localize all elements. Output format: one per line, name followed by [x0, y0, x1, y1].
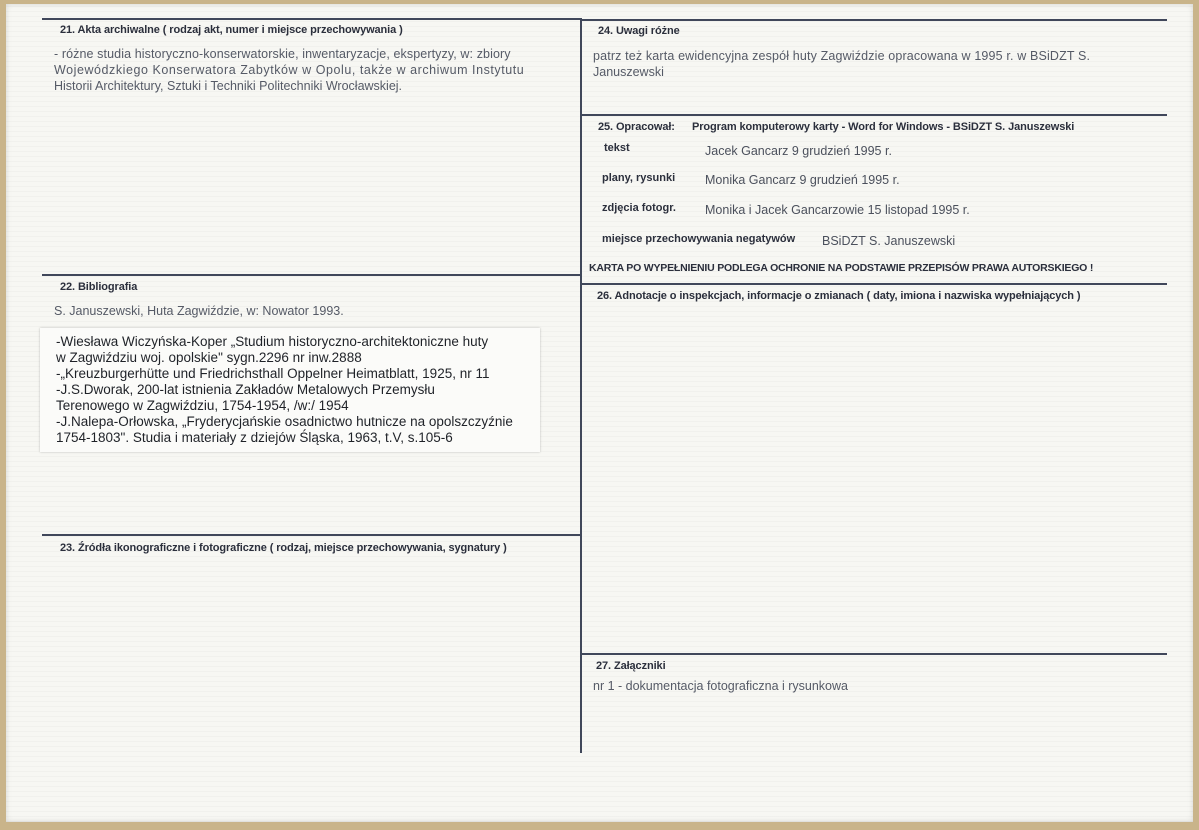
rule-26-27	[582, 653, 1167, 655]
s21-header: 21. Akta archiwalne ( rodzaj akt, numer i miejsce przechowywania )	[60, 24, 403, 36]
top-rule-left	[42, 18, 582, 20]
s25-value-negatives: BSiDZT S. Januszewski	[822, 234, 956, 248]
s25-label-photos: zdjęcia fotogr.	[602, 202, 676, 214]
rule-21-22	[42, 274, 582, 276]
bib-line-5: Terenowego w Zagwiździu, 1754-1954, /w:/ 1954	[56, 398, 349, 413]
s24-header: 24. Uwagi różne	[598, 25, 680, 37]
s22-first-entry: S. Januszewski, Huta Zagwiździe, w: Nowator 1993.	[54, 304, 344, 318]
s25-program: Program komputerowy karty - Word for Windows - BSiDZT S. Januszewski	[692, 121, 1075, 133]
bib-line-7: 1754-1803". Studia i materiały z dziejów Śląska, 1963, t.V, s.105-6	[56, 430, 453, 445]
s27-text: nr 1 - dokumentacja fotograficzna i rysunkowa	[593, 679, 848, 693]
s25-label-text: tekst	[604, 142, 630, 154]
s24-line-2: Januszewski	[593, 65, 664, 79]
s25-value-plans: Monika Gancarz 9 grudzień 1995 r.	[705, 173, 900, 187]
s27-header: 27. Załączniki	[596, 660, 666, 672]
center-divider	[580, 18, 582, 753]
s22-header: 22. Bibliografia	[60, 281, 138, 293]
rule-24-25	[582, 114, 1167, 116]
bib-line-1: -Wiesława Wiczyńska-Koper „Studium historyczno-architektoniczne huty	[56, 334, 489, 349]
bib-line-2: w Zagwiździu woj. opolskie" sygn.2296 nr inw.2888	[56, 350, 362, 365]
bib-line-3: -„Kreuzburgerhütte und Friedrichsthall Oppelner Heimatblatt, 1925, nr 11	[56, 366, 490, 381]
s25-label-negatives: miejsce przechowywania negatywów	[602, 233, 796, 245]
bibliography-pasted-slip	[40, 328, 540, 452]
copyright-notice: KARTA PO WYPEŁNIENIU PODLEGA OCHRONIE NA PODSTAWIE PRZEPISÓW PRAWA AUTORSKIEGO !	[589, 262, 1094, 274]
top-rule-right	[582, 19, 1167, 21]
bib-line-6: -J.Nalepa-Orłowska, „Fryderycjańskie osadnictwo hutnicze na opolszczyźnie	[56, 414, 513, 429]
s23-header: 23. Źródła ikonograficzne i fotograficzne ( rodzaj, miejsce przechowywania, sygnatury )	[60, 542, 507, 554]
s24-text	[593, 48, 1090, 80]
s26-header: 26. Adnotacje o inspekcjach, informacje o zmianach ( daty, imiona i nazwiska wypełniających )	[597, 290, 1081, 302]
s21-line-1: - różne studia historyczno-konserwatorskie, inwentaryzacje, ekspertyzy, w: zbiory	[54, 47, 511, 61]
s21-line-2: Wojewódzkiego Konserwatora Zabytków w Opolu, także w archiwum Instytutu	[54, 63, 525, 77]
s25-header: 25. Opracował:	[598, 121, 675, 133]
rule-25-26	[582, 283, 1167, 285]
s25-value-text: Jacek Gancarz 9 grudzień 1995 r.	[705, 144, 892, 158]
s21-text	[54, 46, 574, 94]
s25-label-plans: plany, rysunki	[602, 172, 676, 184]
s24-line-1: patrz też karta ewidencyjna zespół huty Zagwiździe opracowana w 1995 r. w BSiDZT S.	[593, 49, 1091, 63]
rule-22-23	[42, 534, 582, 536]
bib-line-4: -J.S.Dworak, 200-lat istnienia Zakładów Metalowych Przemysłu	[56, 382, 435, 397]
s25-value-photos: Monika i Jacek Gancarzowie 15 listopad 1995 r.	[705, 203, 970, 217]
s21-line-3: Historii Architektury, Sztuki i Techniki Politechniki Wrocławskiej.	[54, 79, 403, 93]
